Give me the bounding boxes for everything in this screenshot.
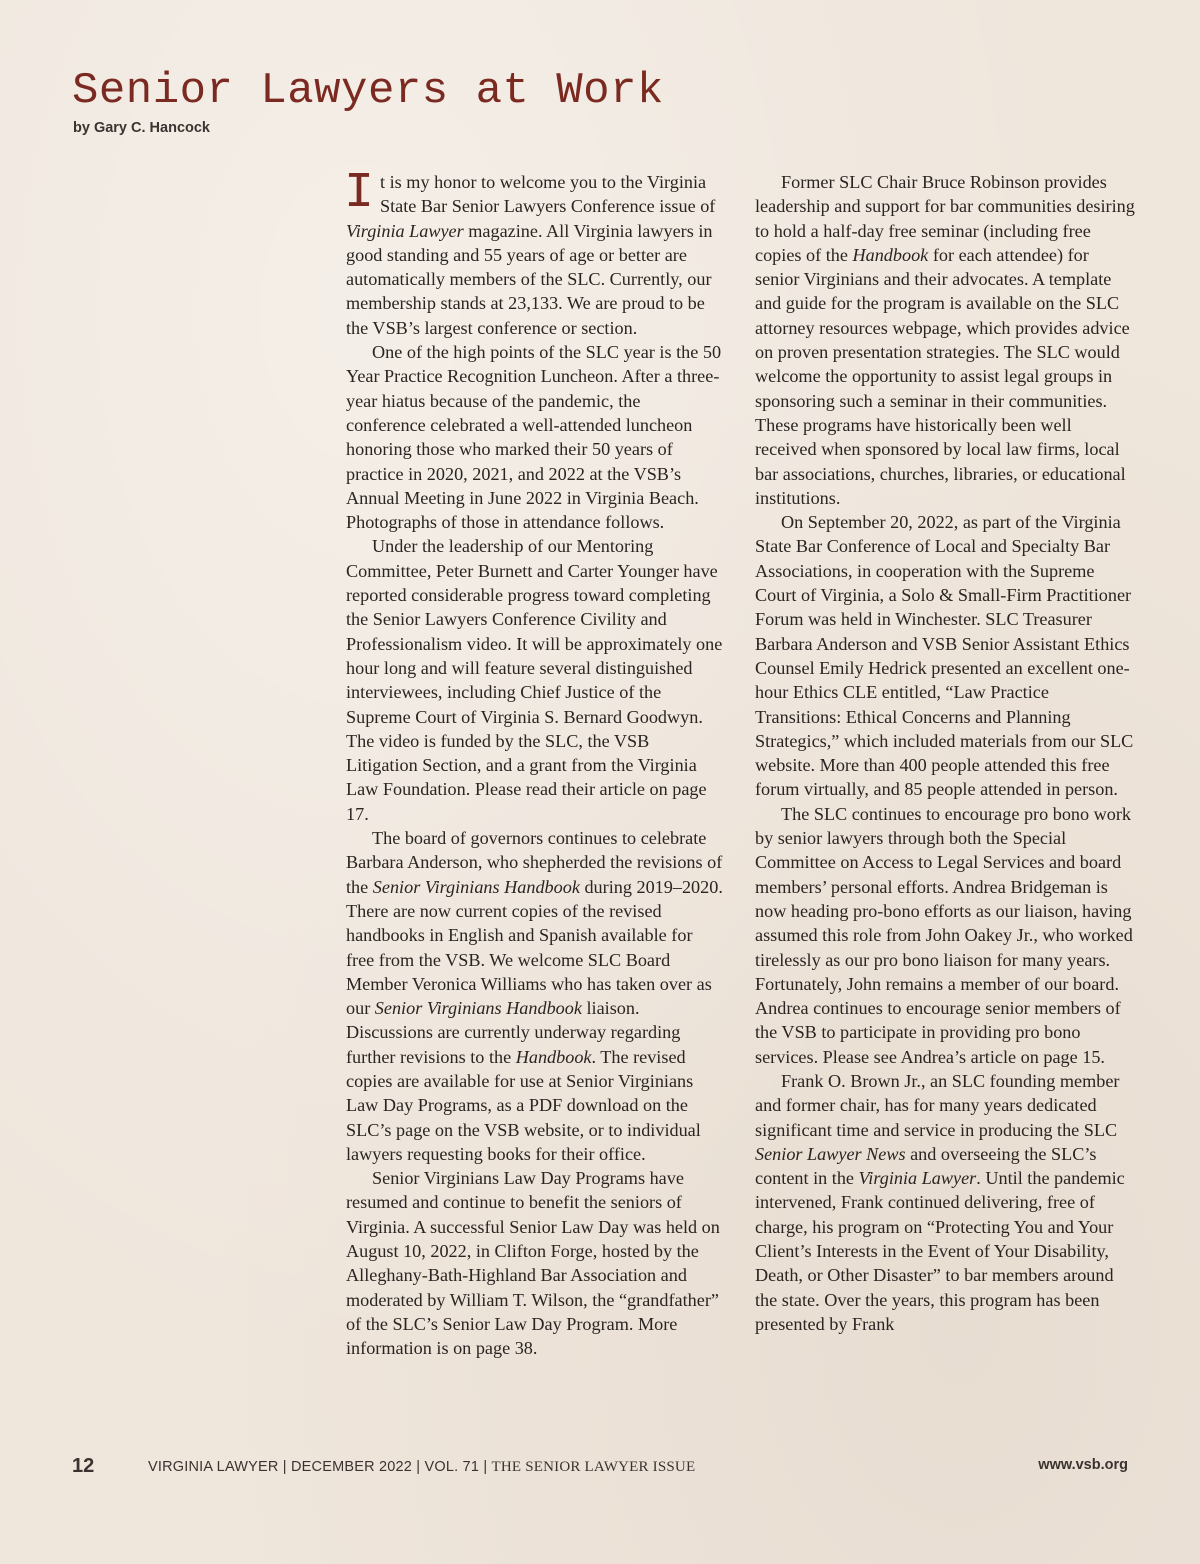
- text-run: . The revised copies are available for use at Senior Virginians Law Day Programs, as a PDF download on the SLC’s page on the VSB website, or to individual lawyers requesting books for their office.: [346, 1046, 701, 1164]
- text-column-right: [755, 170, 1135, 1336]
- text-run: for each attendee) for senior Virginians and their advocates. A template and guide for the program is available on the SLC attorney resources webpage, which provides advice on proven presentation strategies. The SLC would welcome the opportunity to assist legal groups in sponsoring such a seminar in their communities. These programs have historically been well received when sponsored by local law firms, local bar associations, churches, libraries, or educational institutions.: [755, 244, 1130, 508]
- text-run: The SLC continues to encourage pro bono work by senior lawyers through both the Special Committee on Access to Legal Services and board members’ personal efforts. Andrea Bridgeman is now heading pro-bono efforts as our liaison, having assumed this role from John Oakey Jr., who worked tirelessly as our pro bono liaison for many years. Fortunately, John remains a member of our board. Andrea continues to encourage senior members of the VSB to participate in providing pro bono services. Please see Andrea’s article on page 15.: [755, 803, 1133, 1067]
- text-run: The board of governors continues to celebrate Barbara Anderson, who shepherded the revisions of the: [346, 828, 723, 897]
- text-run: Senior Virginians Law Day Programs have resumed and continue to benefit the seniors of Virginia. A successful Senior Law Day was held on August 10, 2022, in Clifton Forge, hosted by the Alleghany-Bath-Highland Bar Association and moderated by William T. Wilson, the “grandfather” of the SLC’s Senior Law Day Program. More information is on page 38.: [346, 1168, 720, 1359]
- italic-title: Senior Lawyer News: [755, 1143, 906, 1164]
- italic-title: Senior Virginians Handbook: [374, 998, 582, 1019]
- italic-title: Handbook: [515, 1046, 592, 1067]
- article-title: Senior Lawyers at Work: [72, 66, 664, 116]
- text-run: . Until the pandemic intervened, Frank continued delivering, free of charge, his program on “Protecting You and Your Client’s Interests in the Event of Your Disability, Death, or Other Disaster” to bar members around the state. Over the years, this program has been presented by Frank: [755, 1168, 1125, 1334]
- text-run: liaison. Discussions are currently underway regarding further revisions to the: [346, 998, 681, 1067]
- publication-info: VIRGINIA LAWYER | DECEMBER 2022 | VOL. 71 |: [148, 1459, 492, 1475]
- body-paragraph: [344, 165, 724, 340]
- italic-title: Virginia Lawyer: [346, 220, 464, 241]
- text-run: magazine. All Virginia lawyers in good standing and 55 years of age or better are automatically members of the SLC. Currently, our membership stands at 23,133. We are proud to be the VSB’s largest conference or section.: [346, 220, 713, 338]
- body-paragraph: [346, 1166, 724, 1360]
- italic-title: Senior Virginians Handbook: [372, 876, 580, 897]
- text-run: Former SLC Chair Bruce Robinson provides leadership and support for bar communities desiring to hold a half-day free seminar (including free copies of the: [755, 172, 1135, 265]
- italic-title: Handbook: [852, 244, 929, 265]
- text-run: Frank O. Brown Jr., an SLC founding member and former chair, has for many years dedicated significant time and service in producing the SLC: [755, 1070, 1120, 1140]
- body-paragraph: [755, 170, 1135, 510]
- text-run: t is my honor to welcome you to the Virginia State Bar Senior Lawyers Conference issue of: [380, 172, 716, 217]
- page-number: 12: [72, 1455, 95, 1477]
- body-paragraph: [755, 802, 1135, 1069]
- text-run: One of the high points of the SLC year is the 50 Year Practice Recognition Luncheon. After a three-year hiatus because of the pandemic, the conference celebrated a well-attended luncheon honoring those who marked their 50 years of practice in 2020, 2021, and 2022 at the VSB’s Annual Meeting in June 2022 in Virginia Beach. Photographs of those in attendance follows.: [346, 342, 722, 533]
- footer-publication: [148, 1459, 695, 1476]
- body-paragraph: [755, 510, 1135, 802]
- page-footer: [72, 1455, 1128, 1485]
- text-run: Under the leadership of our Mentoring Committee, Peter Burnett and Carter Younger have reported considerable progress toward completing the Senior Lawyers Conference Civility and Professionalism video. It will be approximately one hour long and will feature several distinguished interviewees, including Chief Justice of the Supreme Court of Virginia S. Bernard Goodwyn. The video is funded by the SLC, the VSB Litigation Section, and a grant from the Virginia Law Foundation. Please read their article on page 17.: [346, 536, 723, 824]
- text-column-left: [344, 165, 724, 1361]
- body-paragraph: [346, 826, 724, 1166]
- drop-cap: I: [344, 165, 375, 222]
- text-run: On September 20, 2022, as part of the Virginia State Bar Conference of Local and Specialty Bar Associations, in cooperation with the Supreme Court of Virginia, a Solo & Small-Firm Practitioner Forum was held in Winchester. SLC Treasurer Barbara Anderson and VSB Senior Assistant Ethics Counsel Emily Hedrick presented an excellent one-hour Ethics CLE entitled, “Law Practice Transitions: Ethical Concerns and Planning Strategics,” which included materials from our SLC website. More than 400 people attended this free forum virtually, and 85 people attended in person.: [755, 512, 1134, 800]
- website-link[interactable]: www.vsb.org: [1038, 1457, 1128, 1473]
- text-run: and overseeing the SLC’s content in the: [755, 1143, 1097, 1189]
- text-run: during 2019–2020. There are now current copies of the revised handbooks in English and Spanish available for free from the VSB. We welcome SLC Board Member Veronica Williams who has taken over as our: [346, 876, 723, 1019]
- body-paragraph: [346, 340, 724, 534]
- byline: by Gary C. Hancock: [73, 120, 210, 136]
- issue-name: THE SENIOR LAWYER ISSUE: [491, 1459, 696, 1475]
- italic-title: Virginia Lawyer: [858, 1168, 977, 1189]
- body-paragraph: [755, 1069, 1135, 1336]
- body-paragraph: [346, 534, 724, 826]
